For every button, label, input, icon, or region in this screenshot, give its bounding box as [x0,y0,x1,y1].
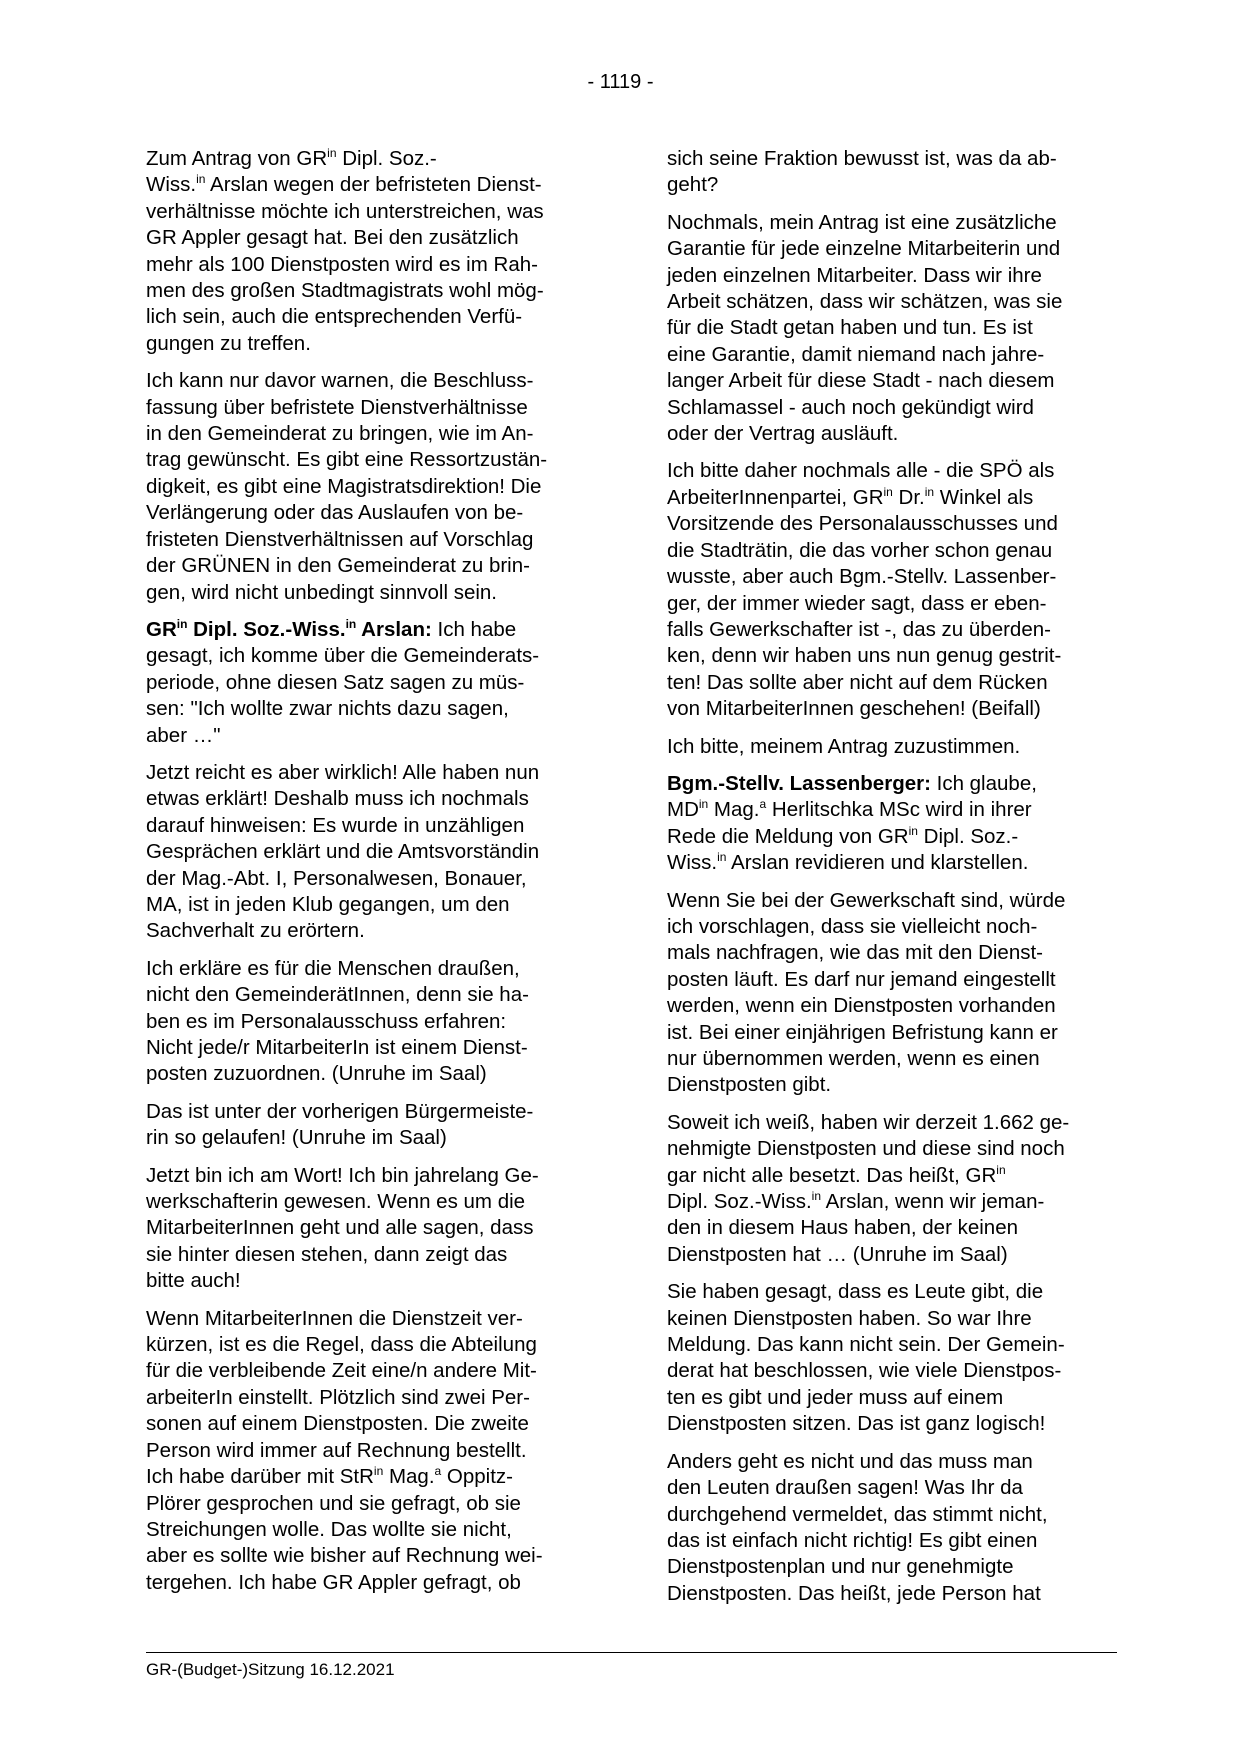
text-run: Arslan, wenn wir jeman- [821,1190,1045,1214]
superscript: in [327,146,337,160]
superscript: in [698,797,709,812]
text-run: Arslan revidieren und klarstellen. [726,851,1029,875]
text-run: Soweit ich weiß, haben wir derzeit 1.662 ge- [667,1110,1070,1134]
text-run: Nochmals, mein Antrag ist eine zusätzliche [667,210,1057,234]
text-run: in den Gemeinderat zu bringen, wie im An- [146,422,534,446]
text-run: posten zuzuordnen. (Unruhe im Saal) [146,1062,487,1086]
text-run: Dienstposten gibt. [667,1073,832,1097]
text-run: GR Appler gesagt hat. Bei den zusätzlich [146,226,519,250]
text-run: Plörer gesprochen und sie gefragt, ob sie [146,1491,521,1515]
speaker-name: Bgm.-Stellv. Lassenberger: [667,771,931,795]
text-run: Winkel als [934,485,1034,509]
text-run: sonen auf einem Dienstposten. Die zweite [146,1412,529,1436]
text-run: Nicht jede/r MitarbeiterIn ist einem Dienst- [146,1036,528,1059]
text-run: sich seine Fraktion bewusst ist, was da ab- [667,147,1057,170]
paragraph [146,146,596,357]
text-run: fristeten Dienstverhältnissen auf Vorschlag [146,527,534,551]
text-run: nicht den GemeinderätInnen, denn sie ha- [146,983,529,1007]
text-run: keinen Dienstposten haben. So war Ihre [667,1306,1032,1330]
text-run: Ich habe darüber mit StR [146,1465,374,1489]
text-run: das ist einfach nicht richtig! Es gibt einen [667,1528,1038,1552]
superscript: a [434,1464,442,1479]
text-run: nehmigte Dienstposten und diese sind noch [667,1137,1065,1161]
text-run: ken, denn wir haben uns nun genug gestrit- [667,644,1062,668]
text-run: Arbeit schätzen, dass wir schätzen, was sie [667,290,1063,314]
text-run: sen: "Ich wollte zwar nichts dazu sagen, [146,697,509,721]
text-run: Herlitschka MSc wird in ihrer [766,798,1032,822]
text-run: den Leuten draußen sagen! Was Ihr da [667,1476,1023,1500]
text-run: Dipl. Soz.-Wiss. [667,1190,812,1214]
paragraph [146,1163,596,1295]
paragraph [146,368,596,606]
footer-divider [146,1652,1117,1653]
text-run: wusste, aber auch Bgm.-Stellv. Lassenber- [667,565,1057,589]
text-run: Streichungen wolle. Das wollte sie nicht, [146,1517,512,1541]
text-run: MD [667,798,699,822]
text-run: Anders geht es nicht und das muss man [667,1449,1033,1473]
paragraph [667,888,1117,1099]
speaker-name: GR [146,617,177,641]
text-run: aber es sollte wie bisher auf Rechnung wei- [146,1544,543,1568]
text-run: kürzen, ist es die Regel, dass die Abteilung [146,1333,537,1357]
paragraph [146,956,596,1088]
text-run: Ich bitte, meinem Antrag zuzustimmen. [667,734,1021,758]
text-run: posten läuft. Es darf nur jemand eingestellt [667,967,1056,991]
text-run: Dienstposten sitzen. Das ist ganz logisch! [667,1412,1046,1436]
text-run: die Stadträtin, die das vorher schon genau [667,538,1053,562]
text-run: periode, ohne diesen Satz sagen zu müs- [146,670,525,694]
text-run: Dienstpostenplan und nur genehmigte [667,1555,1014,1579]
page-number: - 1119 - [587,71,654,93]
text-run: Oppitz- [441,1465,513,1489]
text-run: den in diesem Haus haben, der keinen [667,1216,1019,1240]
text-run: ich vorschlagen, dass sie vielleicht noch- [667,914,1038,938]
superscript: in [176,616,188,631]
text-run: gen, wird nicht unbedingt sinnvoll sein. [146,580,497,604]
paragraph [146,617,596,749]
text-run: Wenn MitarbeiterInnen die Dienstzeit ver- [146,1306,523,1330]
text-run: ArbeiterInnenpartei, GR [667,485,884,509]
superscript: in [908,823,918,838]
paragraph [667,734,1117,760]
right-column [667,146,1117,1618]
text-run: Mag. [708,798,760,822]
text-run: ben es im Personalausschuss erfahren: [146,1009,507,1033]
superscript: a [759,797,767,812]
text-run: Vorsitzende des Personalausschusses und [667,512,1058,536]
text-run: werden, wenn ein Dienstposten vorhanden [667,994,1056,1018]
text-run: darauf hinweisen: Es wurde in unzähligen [146,813,525,837]
text-run: Ich kann nur davor warnen, die Beschluss- [146,369,534,393]
speaker-name: Dipl. Soz.-Wiss. [187,617,346,641]
text-run: gar nicht alle besetzt. Das heißt, GR [667,1163,997,1187]
text-run: Person wird immer auf Rechnung bestellt. [146,1438,527,1462]
text-run: lich sein, auch die entsprechenden Verfü- [146,305,523,329]
superscript: in [345,616,357,631]
text-run: Sie haben gesagt, dass es Leute gibt, die [667,1280,1044,1304]
paragraph [146,1099,596,1152]
text-run: Ich bitte daher nochmals alle - die SPÖ als [667,459,1055,483]
text-run: durchgehend vermeldet, das stimmt nicht, [667,1502,1048,1526]
text-run: ist. Bei einer einjährigen Befristung kann er [667,1020,1058,1044]
text-run: für die verbleibende Zeit eine/n andere Mit- [146,1359,537,1383]
text-run: Jetzt reicht es aber wirklich! Alle haben nun [146,760,540,784]
text-run: verhältnisse möchte ich unterstreichen, was [146,199,544,223]
text-run: Ich glaube, [930,771,1037,795]
text-run: Wiss. [667,851,718,875]
text-run: Dienstposten hat … (Unruhe im Saal) [667,1242,1008,1266]
text-run: ger, der immer wieder sagt, dass er eben- [667,591,1047,615]
paragraph [667,1110,1117,1268]
text-run: Verlängerung oder das Auslaufen von be- [146,501,524,525]
superscript: in [811,1189,821,1204]
text-run: ten es gibt und jeder muss auf einem [667,1385,1004,1409]
text-run: Wiss. [146,173,197,197]
paragraph [667,146,1117,199]
text-run: etwas erklärt! Deshalb muss ich nochmals [146,787,529,811]
text-run: Ich habe [431,617,517,641]
text-run: fassung über befristete Dienstverhältnisse [146,395,528,419]
superscript: in [883,484,893,499]
paragraph [667,771,1117,877]
text-run: jeden einzelnen Mitarbeiter. Dass wir ihre [667,263,1042,287]
text-run: digkeit, es gibt eine Magistratsdirektion! Die [146,474,542,498]
text-run: gungen zu treffen. [146,331,311,355]
superscript: in [996,1162,1006,1177]
text-run: nur übernommen werden, wenn es einen [667,1047,1040,1070]
text-run: arbeiterIn einstellt. Plötzlich sind zwei Per- [146,1385,530,1409]
footer-session-label: GR-(Budget-)Sitzung 16.12.2021 [146,1660,395,1679]
text-run: Dienstposten. Das heißt, jede Person hat [667,1581,1041,1605]
superscript: in [196,172,206,187]
text-run: Dr. [892,485,925,509]
text-run: rin so gelaufen! (Unruhe im Saal) [146,1126,447,1150]
text-run: Dipl. Soz.- [336,147,437,170]
text-run: ten! Das sollte aber nicht auf dem Rücken [667,670,1048,694]
text-run: derat hat beschlossen, wie viele Dienstpos- [667,1359,1062,1383]
text-run: Meldung. Das kann nicht sein. Der Gemein- [667,1333,1065,1357]
paragraph [146,1306,596,1596]
text-run: Das ist unter der vorherigen Bürgermeiste- [146,1099,534,1123]
text-run: eine Garantie, damit niemand nach jahre- [667,342,1045,366]
text-run: tergehen. Ich habe GR Appler gefragt, ob [146,1570,521,1594]
text-run: aber …" [146,723,221,747]
text-run: Wenn Sie bei der Gewerkschaft sind, würde [667,888,1066,912]
text-run: oder der Vertrag ausläuft. [667,422,899,446]
paragraph [667,1449,1117,1607]
text-run: mals nachfragen, wie das mit den Dienst- [667,941,1044,965]
text-run: Garantie für jede einzelne Mitarbeiterin und [667,237,1061,261]
text-run: Dipl. Soz.- [917,824,1019,848]
text-run: MA, ist in jeden Klub gegangen, um den [146,892,510,916]
text-run: langer Arbeit für diese Stadt - nach diesem [667,369,1055,393]
text-run: Ich erkläre es für die Menschen draußen, [146,956,520,980]
text-run: bitte auch! [146,1269,241,1293]
text-run: geht? [667,173,719,197]
text-run: von MitarbeiterInnen geschehen! (Beifall) [667,697,1041,721]
paragraph [146,760,596,945]
text-run: Arslan wegen der befristeten Dienst- [205,173,542,197]
text-run: Mag. [383,1465,435,1489]
paragraph [667,458,1117,722]
text-run: Jetzt bin ich am Wort! Ich bin jahrelang Ge- [146,1163,539,1187]
text-run: Sachverhalt zu erörtern. [146,919,365,943]
text-run: mehr als 100 Dienstposten wird es im Rah- [146,252,538,276]
text-run: trag gewünscht. Es gibt eine Ressortzustän- [146,448,548,472]
speaker-name: Arslan: [356,617,432,641]
text-run: Gesprächen erklärt und die Amtsvorständin [146,840,540,864]
text-run: sie hinter diesen stehen, dann zeigt das [146,1242,508,1266]
superscript: in [924,484,935,499]
text-run: falls Gewerkschafter ist -, das zu überden- [667,617,1051,641]
text-run: der GRÜNEN in den Gemeinderat zu brin- [146,554,530,578]
text-run: Schlamassel - auch noch gekündigt wird [667,395,1034,419]
text-run: MitarbeiterInnen geht und alle sagen, dass [146,1216,534,1240]
left-column [146,146,596,1607]
text-run: der Mag.-Abt. I, Personalwesen, Bonauer, [146,866,527,890]
text-run: Rede die Meldung von GR [667,824,909,848]
superscript: in [717,850,727,865]
text-run: für die Stadt getan haben und tun. Es ist [667,316,1033,340]
paragraph [667,1279,1117,1437]
paragraph [667,210,1117,448]
text-run: gesagt, ich komme über die Gemeinderats- [146,644,540,668]
text-run: werkschafterin gewesen. Wenn es um die [146,1190,526,1214]
text-run: men des großen Stadtmagistrats wohl mög- [146,279,544,303]
superscript: in [373,1464,384,1479]
text-run: Zum Antrag von GR [146,147,328,170]
